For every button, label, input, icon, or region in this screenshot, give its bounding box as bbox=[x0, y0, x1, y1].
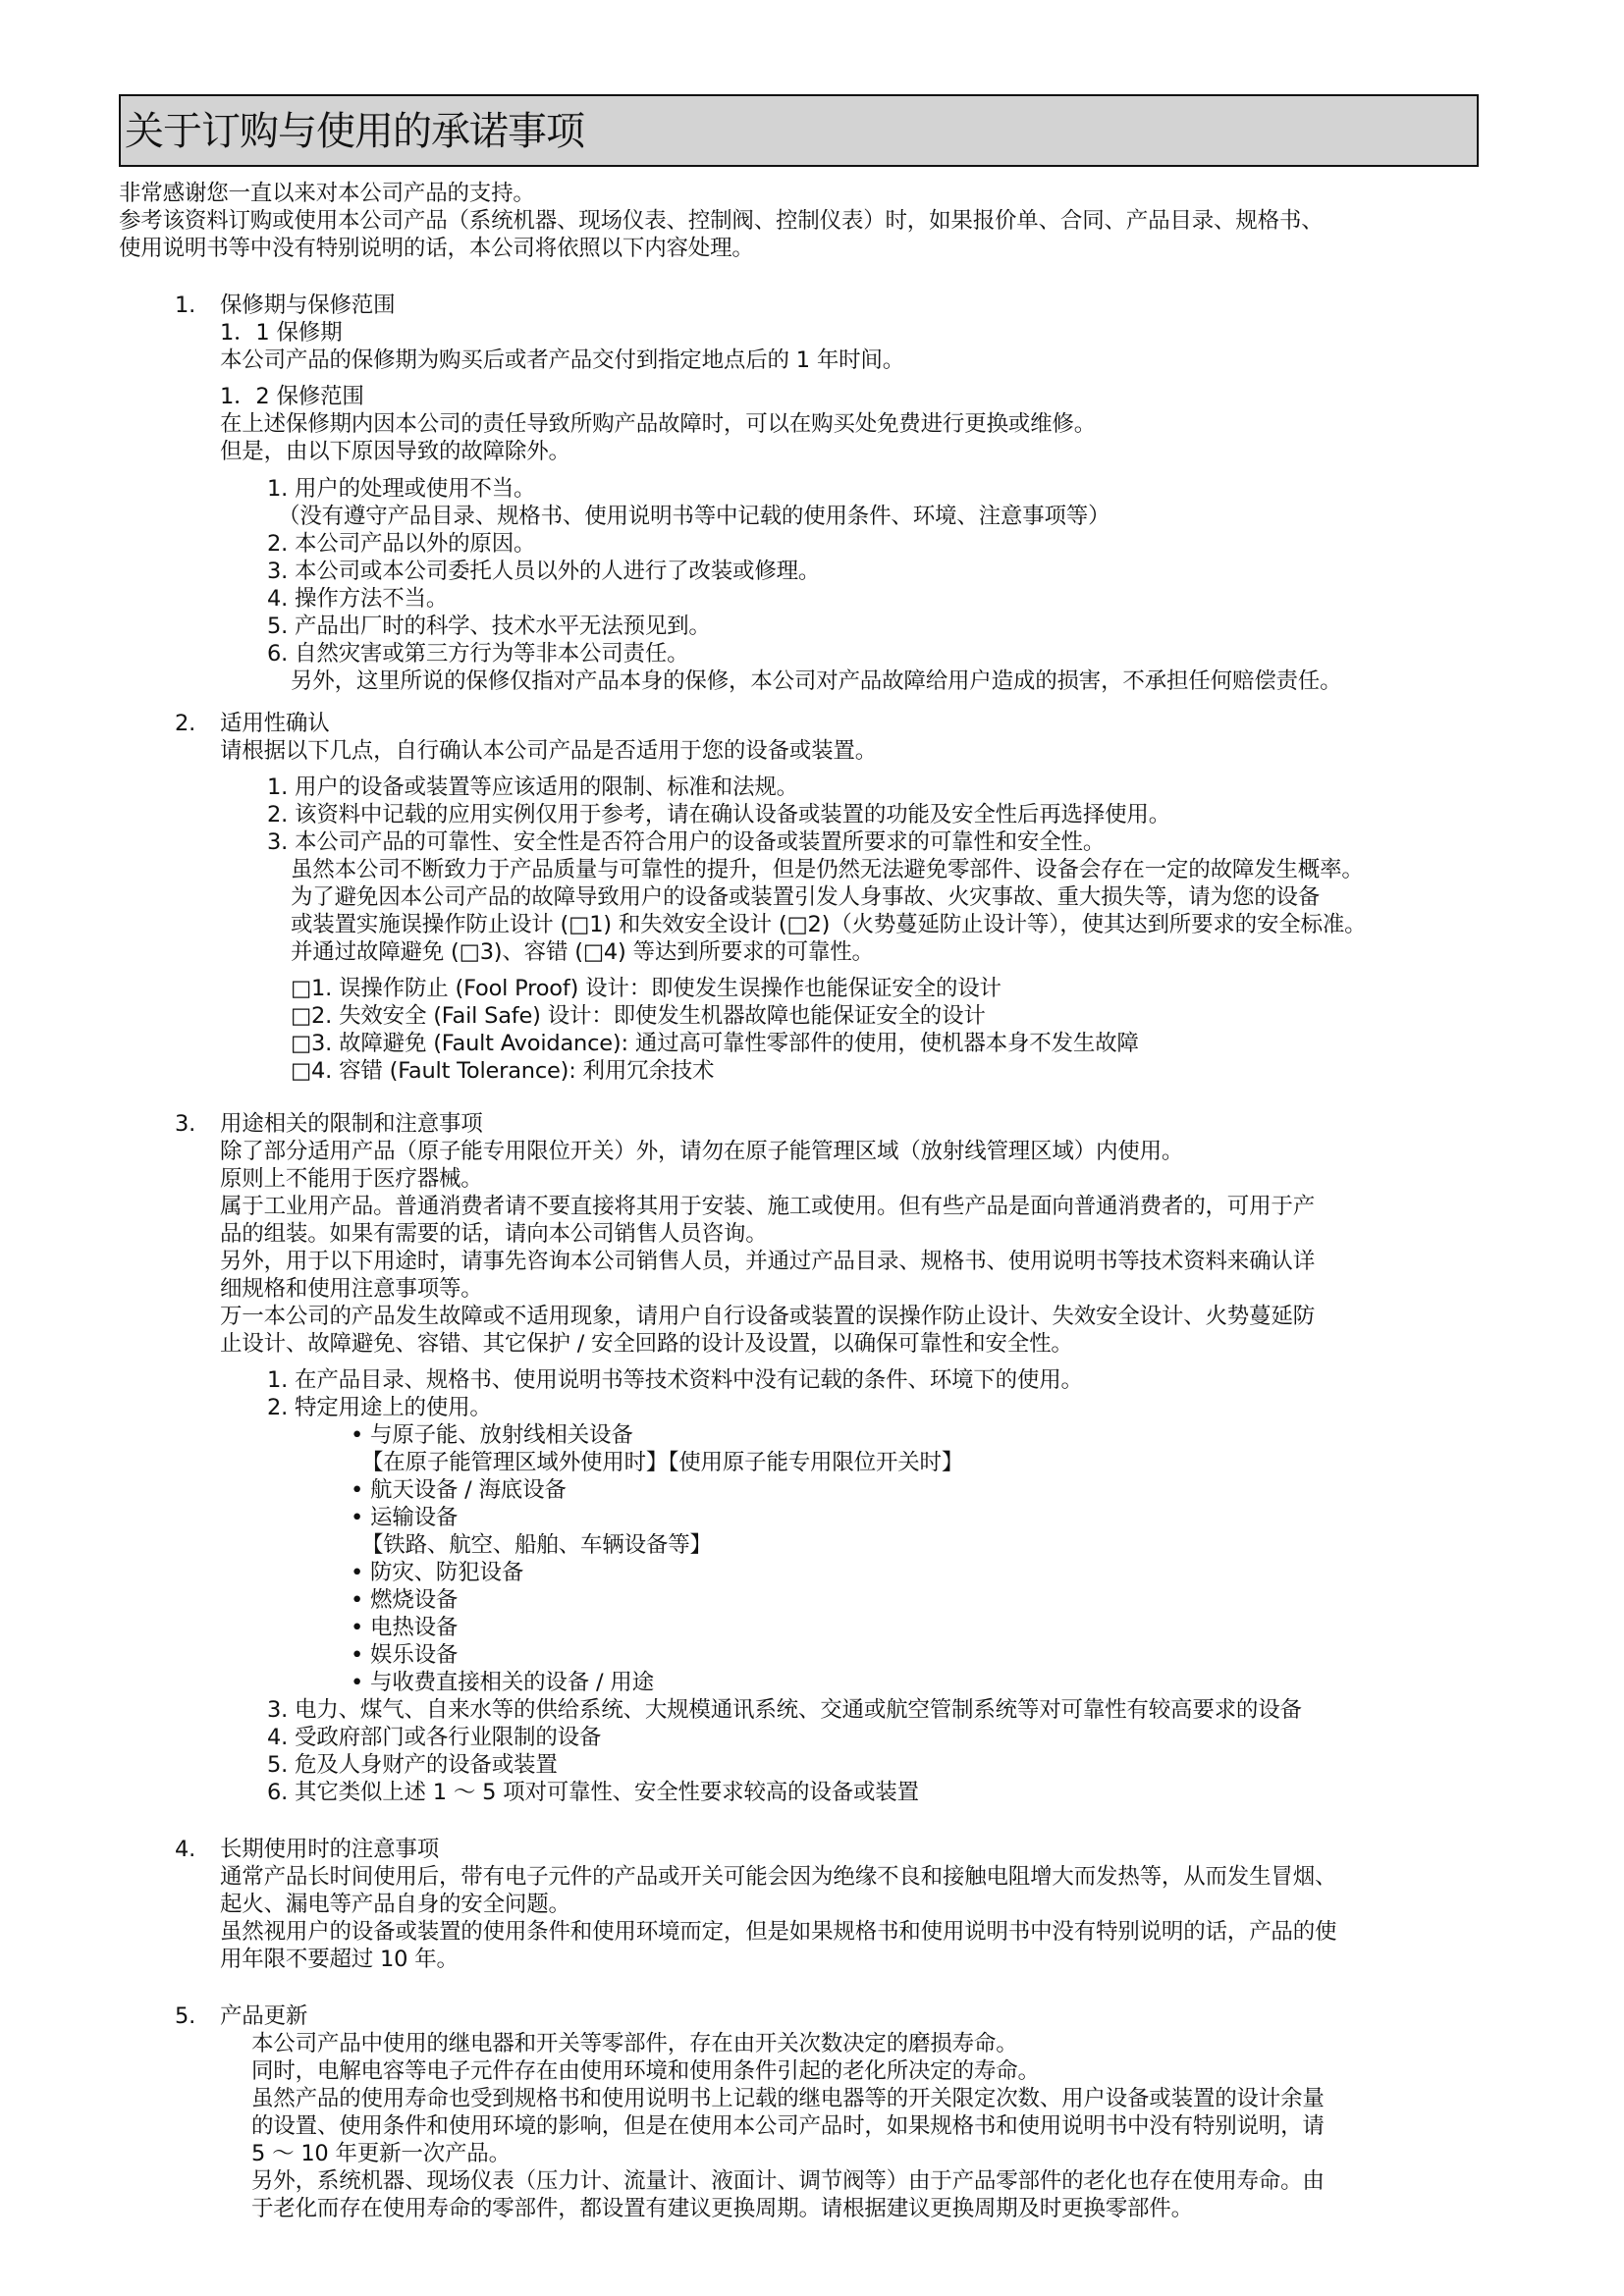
paragraph-line: 虽然视用户的设备或装置的使用条件和使用环境而定，但是如果规格书和使用说明书中没有特别说明的话，产品的使 bbox=[220, 1919, 1337, 1945]
paragraph-line: 品的组装。如果有需要的话，请向本公司销售人员咨询。 bbox=[220, 1221, 768, 1247]
paragraph-line: 本公司产品的保修期为购买后或者产品交付到指定地点后的 1 年时间。 bbox=[220, 347, 905, 373]
list-item: 3. 本公司产品的可靠性、安全性是否符合用户的设备或装置所要求的可靠性和安全性。 bbox=[267, 829, 1106, 855]
paragraph-line: 另外，这里所说的保修仅指对产品本身的保修，本公司对产品故障给用户造成的损害，不承担任何赔偿责任。 bbox=[291, 668, 1342, 694]
list-item: （没有遵守产品目录、规格书、使用说明书等中记载的使用条件、环境、注意事项等） bbox=[278, 504, 1110, 529]
page-title: 关于订购与使用的承诺事项 bbox=[125, 109, 584, 154]
section-heading: 产品更新 bbox=[220, 2003, 308, 2029]
bullet-item: • 与收费直接相关的设备 / 用途 bbox=[351, 1670, 654, 1695]
intro-line: 使用说明书等中没有特别说明的话，本公司将依照以下内容处理。 bbox=[119, 236, 754, 261]
bullet-subnote: 【铁路、航空、船舶、车辆设备等】 bbox=[361, 1532, 712, 1558]
footnote-line: □2. 失效安全 (Fail Safe) 设计：即使发生机器故障也能保证安全的设计 bbox=[291, 1003, 986, 1029]
paragraph-line: 并通过故障避免 (□3)、容错 (□4) 等达到所要求的可靠性。 bbox=[291, 939, 874, 965]
paragraph-line: 除了部分适用产品（原子能专用限位开关）外，请勿在原子能管理区域（放射线管理区域）内使用。 bbox=[220, 1139, 1184, 1164]
paragraph-line: 万一本公司的产品发生故障或不适用现象，请用户自行设备或装置的误操作防止设计、失效安全设计、火势蔓延防 bbox=[220, 1304, 1316, 1329]
paragraph-line: 请根据以下几点，自行确认本公司产品是否适用于您的设备或装置。 bbox=[220, 738, 878, 764]
section-number: 3. bbox=[175, 1111, 196, 1137]
paragraph-line: 虽然产品的使用寿命也受到规格书和使用说明书上记载的继电器等的开关限定次数、用户设备或装置的设计余量 bbox=[251, 2086, 1325, 2111]
paragraph-line: 细规格和使用注意事项等。 bbox=[220, 1276, 483, 1302]
bullet-item: • 航天设备 / 海底设备 bbox=[351, 1477, 567, 1503]
list-item: 2. 特定用途上的使用。 bbox=[267, 1395, 492, 1420]
list-item: 5. 危及人身财产的设备或装置 bbox=[267, 1752, 558, 1778]
footnote-line: □3. 故障避免 (Fault Avoidance): 通过高可靠性零部件的使用，使机器本身不发生故障 bbox=[291, 1031, 1139, 1056]
list-item: 3. 电力、煤气、自来水等的供给系统、大规模通讯系统、交通或航空管制系统等对可靠性有较高要求的设备 bbox=[267, 1697, 1302, 1723]
bullet-item: • 防灾、防犯设备 bbox=[351, 1560, 524, 1585]
list-item: 1. 用户的设备或装置等应该适用的限制、标准和法规。 bbox=[267, 774, 798, 800]
list-item: 3. 本公司或本公司委托人员以外的人进行了改装或修理。 bbox=[267, 559, 821, 584]
bullet-item: • 运输设备 bbox=[351, 1505, 459, 1530]
paragraph-line: 或装置实施误操作防止设计 (□1) 和失效安全设计 (□2)（火势蔓延防止设计等），使其达到所要求的安全标准。 bbox=[291, 912, 1367, 937]
paragraph-line: 本公司产品中使用的继电器和开关等零部件，存在由开关次数决定的磨损寿命。 bbox=[251, 2031, 1018, 2056]
paragraph-line: 原则上不能用于医疗器械。 bbox=[220, 1166, 483, 1192]
list-item: 5. 产品出厂时的科学、技术水平无法预见到。 bbox=[267, 614, 711, 639]
paragraph-line: 另外，系统机器、现场仪表（压力计、流量计、液面计、调节阀等）由于产品零部件的老化也存在使用寿命。由 bbox=[251, 2168, 1325, 2194]
intro-line: 参考该资料订购或使用本公司产品（系统机器、现场仪表、控制阀、控制仪表）时，如果报价单、合同、产品目录、规格书、 bbox=[119, 208, 1324, 234]
section-number: 2. bbox=[175, 711, 196, 736]
section-heading: 保修期与保修范围 bbox=[220, 293, 396, 318]
bullet-item: • 与原子能、放射线相关设备 bbox=[351, 1422, 633, 1448]
paragraph-line: 为了避免因本公司产品的故障导致用户的设备或装置引发人身事故、火灾事故、重大损失等，请为您的设备 bbox=[291, 884, 1321, 910]
bullet-item: • 电热设备 bbox=[351, 1615, 459, 1640]
section-heading: 长期使用时的注意事项 bbox=[220, 1837, 440, 1862]
list-item: 4. 受政府部门或各行业限制的设备 bbox=[267, 1725, 602, 1750]
list-item: 4. 操作方法不当。 bbox=[267, 586, 449, 612]
footnote-line: □4. 容错 (Fault Tolerance): 利用冗余技术 bbox=[291, 1058, 715, 1084]
list-item: 1. 用户的处理或使用不当。 bbox=[267, 476, 536, 502]
list-item: 1. 在产品目录、规格书、使用说明书等技术资料中没有记载的条件、环境下的使用。 bbox=[267, 1367, 1083, 1393]
paragraph-line: 虽然本公司不断致力于产品质量与可靠性的提升，但是仍然无法避免零部件、设备会存在一定的故障发生概率。 bbox=[291, 857, 1364, 882]
list-item: 2. 本公司产品以外的原因。 bbox=[267, 531, 536, 557]
intro-line: 非常感谢您一直以来对本公司产品的支持。 bbox=[119, 181, 535, 206]
list-item: 6. 其它类似上述 1 ～ 5 项对可靠性、安全性要求较高的设备或装置 bbox=[267, 1780, 919, 1805]
paragraph-line: 另外，用于以下用途时，请事先咨询本公司销售人员，并通过产品目录、规格书、使用说明书等技术资料来确认详 bbox=[220, 1249, 1316, 1274]
paragraph-line: 但是，由以下原因导致的故障除外。 bbox=[220, 439, 570, 464]
paragraph-line: 用年限不要超过 10 年。 bbox=[220, 1947, 459, 1972]
paragraph-line: 起火、漏电等产品自身的安全问题。 bbox=[220, 1892, 570, 1917]
section-number: 5. bbox=[175, 2003, 196, 2029]
section-number: 4. bbox=[175, 1837, 196, 1862]
paragraph-line: 的设置、使用条件和使用环境的影响，但是在使用本公司产品时，如果规格书和使用说明书中没有特别说明，请 bbox=[251, 2113, 1325, 2139]
list-item: 2. 该资料中记载的应用实例仅用于参考，请在确认设备或装置的功能及安全性后再选择使用。 bbox=[267, 802, 1171, 828]
paragraph-line: 通常产品长时间使用后，带有电子元件的产品或开关可能会因为绝缘不良和接触电阻增大而发热等，从而发生冒烟、 bbox=[220, 1864, 1337, 1890]
paragraph-line: 止设计、故障避免、容错、其它保护 / 安全回路的设计及设置，以确保可靠性和安全性。 bbox=[220, 1331, 1073, 1357]
subsection-title: 1．1 保修期 bbox=[220, 320, 343, 346]
paragraph-line: 于老化而存在使用寿命的零部件，都设置有建议更换周期。请根据建议更换周期及时更换零部件。 bbox=[251, 2196, 1193, 2221]
bullet-item: • 娱乐设备 bbox=[351, 1642, 459, 1668]
bullet-item: • 燃烧设备 bbox=[351, 1587, 459, 1613]
paragraph-line: 在上述保修期内因本公司的责任导致所购产品故障时，可以在购买处免费进行更换或维修。 bbox=[220, 411, 1097, 437]
paragraph-line: 属于工业用产品。普通消费者请不要直接将其用于安装、施工或使用。但有些产品是面向普通消费者的，可用于产 bbox=[220, 1194, 1316, 1219]
title-box bbox=[119, 94, 1479, 167]
paragraph-line: 5 ～ 10 年更新一次产品。 bbox=[251, 2141, 511, 2166]
subsection-title: 1．2 保修范围 bbox=[220, 384, 364, 409]
paragraph-line: 同时，电解电容等电子元件存在由使用环境和使用条件引起的老化所决定的寿命。 bbox=[251, 2058, 1040, 2084]
section-number: 1. bbox=[175, 293, 196, 318]
list-item: 6. 自然灾害或第三方行为等非本公司责任。 bbox=[267, 641, 689, 667]
footnote-line: □1. 误操作防止 (Fool Proof) 设计：即使发生误操作也能保证安全的设计 bbox=[291, 976, 1001, 1001]
section-heading: 适用性确认 bbox=[220, 711, 330, 736]
section-heading: 用途相关的限制和注意事项 bbox=[220, 1111, 483, 1137]
bullet-subnote: 【在原子能管理区域外使用时】【使用原子能专用限位开关时】 bbox=[361, 1450, 964, 1475]
